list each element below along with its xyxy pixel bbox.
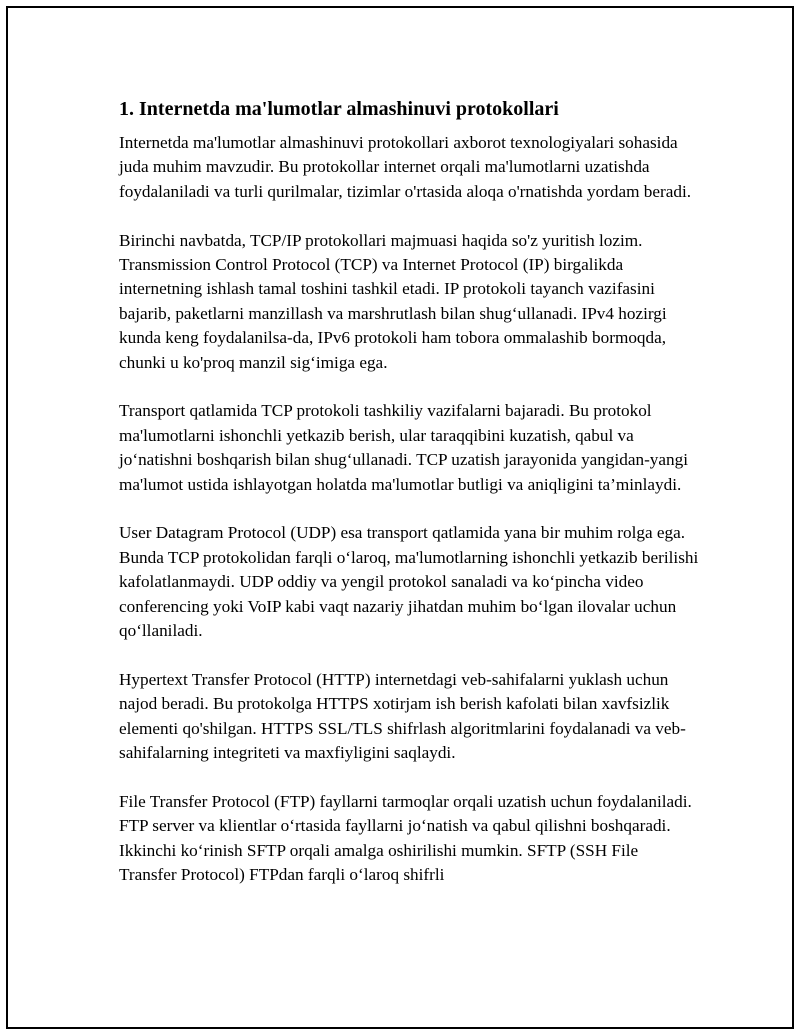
paragraph-intro: Internetda ma'lumotlar almashinuvi protokollari axborot texnologiyalari sohasida juda muhim mavzudir. Bu protokollar internet orqali ma'lumotlarni uzatishda foydalaniladi va turli qurilmalar, tizimlar o'rtasida aloqa o'rnatishda yordam beradi. bbox=[119, 133, 692, 201]
section-heading: 1. Internetda ma'lumotlar almashinuvi protokollari bbox=[119, 98, 559, 120]
paragraph-http: Hypertext Transfer Protocol (HTTP) internetdagi veb-sahifalarni yuklash uchun najod beradi. Bu protokolga HTTPS xotirjam ish berish kafolati bilan xavfsizlik elementi qo'shilgan. HTTPS SSL/TLS shifrlash algoritmlarini foydalanadi va veb-sahifalarning integriteti va maxfiyligini saqlaydi. bbox=[119, 669, 686, 763]
paragraph-udp: User Datagram Protocol (UDP) esa transport qatlamida yana bir muhim rolga ega. Bunda TCP protokolidan farqli o‘laroq, ma'lumotlarning ishonchli yetkazib berilishi kafolatlanmaydi. UDP oddiy va yengil protokol sanaladi va ko‘pincha video conferencing yoki VoIP kabi vaqt nazariy jihatdan muhim bo‘lgan ilovalar uchun qo‘llaniladi. bbox=[119, 523, 699, 641]
document-body bbox=[119, 97, 699, 912]
paragraph-tcp-ip: Birinchi navbatda, TCP/IP protokollari majmuasi haqida so'z yuritish lozim. Transmission Control Protocol (TCP) va Internet Protocol (IP) birgalikda internetning ishlash tamal toshini tashkil etadi. IP protokoli tayanch vazifasini bajarib, paketlarni manzillash va marshrutlash bilan shug‘ullanadi. IPv4 hozirgi kunda keng foydalanilsa-da, IPv6 protokoli ham tobora ommalashib bormoqda, chunki u ko'proq manzil sig‘imiga ega. bbox=[119, 230, 667, 372]
paragraph-tcp-transport: Transport qatlamida TCP protokoli tashkiliy vazifalarni bajaradi. Bu protokol ma'lumotlarni ishonchli yetkazib berish, ular taraqqibini kuzatish, qabul va jo‘natishni boshqarish bilan shug‘ullanadi. TCP uzatish jarayonida yangidan-yangi ma'lumot ustida ishlayotgan holatda ma'lumotlar butligi va aniqligini ta’minlaydi. bbox=[119, 401, 688, 494]
document-page bbox=[6, 6, 794, 1029]
paragraph-ftp: File Transfer Protocol (FTP) fayllarni tarmoqlar orqali uzatish uchun foydalaniladi. FTP server va klientlar o‘rtasida fayllarni jo‘natish va qabul qilishni boshqaradi. Ikkinchi ko‘rinish SFTP orqali amalga oshirilishi mumkin. SFTP (SSH File Transfer Protocol) FTPdan farqli o‘laroq shifrli bbox=[119, 791, 692, 885]
